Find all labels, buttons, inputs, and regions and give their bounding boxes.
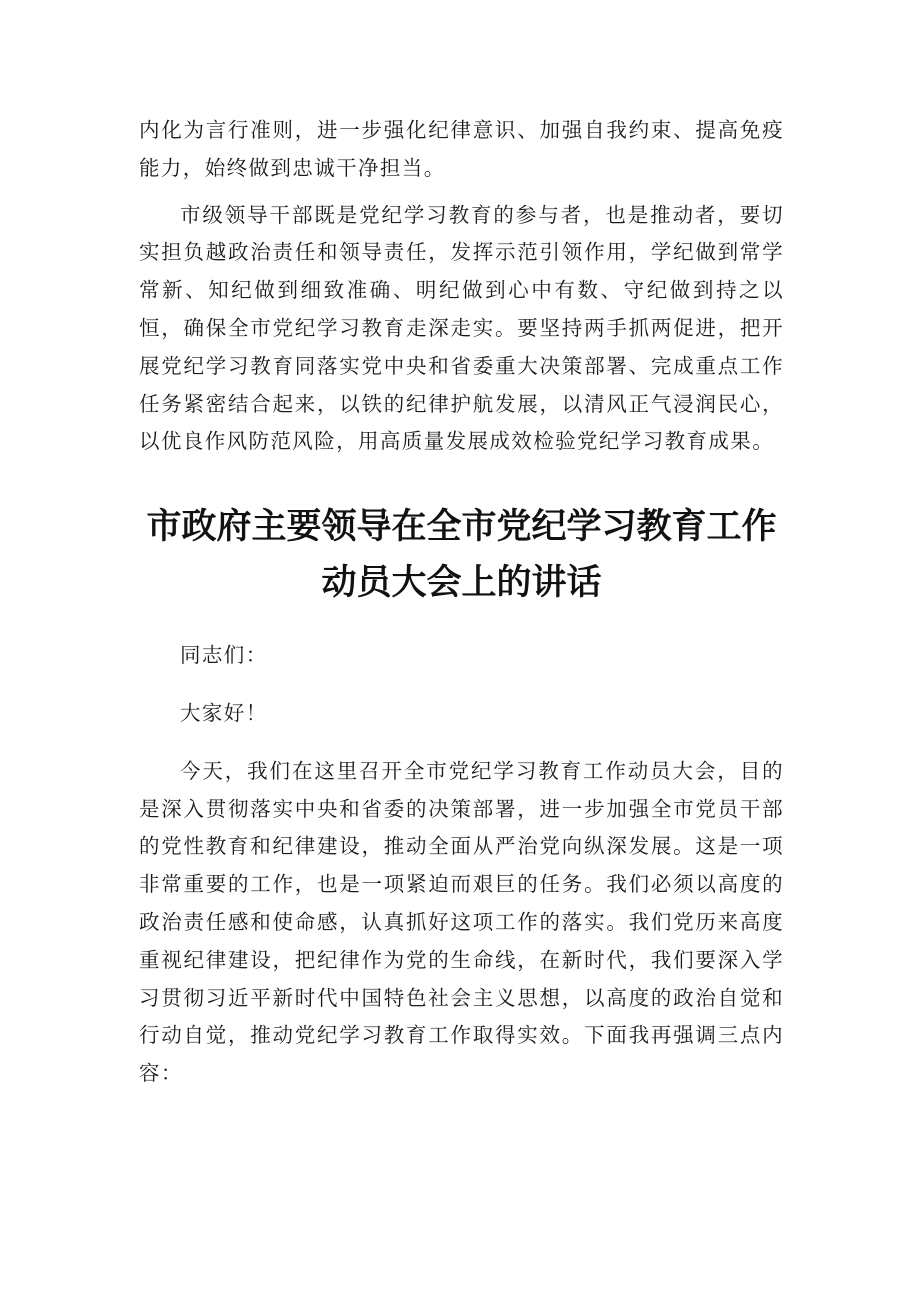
speech-title [113, 499, 810, 611]
paragraph-continuation: 内化为言行准则，进一步强化纪律意识、加强自我约束、提高免疫能力，始终做到忠诚干净担当。 [139, 118, 784, 180]
paragraph-leadership-responsibility: 市级领导干部既是党纪学习教育的参与者，也是推动者，要切实担负越政治责任和领导责任，发挥示范引领作用，学纪做到常学常新、知纪做到细致准确、明纪做到心中有数、守纪做到持之以恒，确保全市党纪学习教育走深走实。要坚持两手抓两促进，把开展党纪学习教育同落实党中央和省委重大决策部署、完成重点工作任务紧密结合起来，以铁的纪律护航发展，以清风正气浸润民心，以优良作风防范风险，用高质量发展成效检验党纪学习教育成果。 [139, 202, 784, 454]
speech-title-line-1: 市政府主要领导在全市党纪学习教育工作 [146, 507, 777, 548]
salutation: 同志们： [180, 643, 268, 668]
document-content [139, 112, 784, 1093]
greeting: 大家好！ [180, 700, 268, 725]
paragraph-meeting-purpose: 今天，我们在这里召开全市党纪学习教育工作动员大会，目的是深入贯彻落实中央和省委的决策部署，进一步加强全市党员干部的党性教育和纪律建设，推动全面从严治党向纵深发展。这是一项非常重要的工作，也是一项紧迫而艰巨的任务。我们必须以高度的政治责任感和使命感，认真抓好这项工作的落实。我们党历来高度重视纪律建设，把纪律作为党的生命线，在新时代，我们要深入学习贯彻习近平新时代中国特色社会主义思想，以高度的政治自觉和行动自觉，推动党纪学习教育工作取得实效。下面我再强调三点内容： [139, 758, 784, 1086]
speech-title-line-2: 动员大会上的讲话 [321, 563, 602, 604]
